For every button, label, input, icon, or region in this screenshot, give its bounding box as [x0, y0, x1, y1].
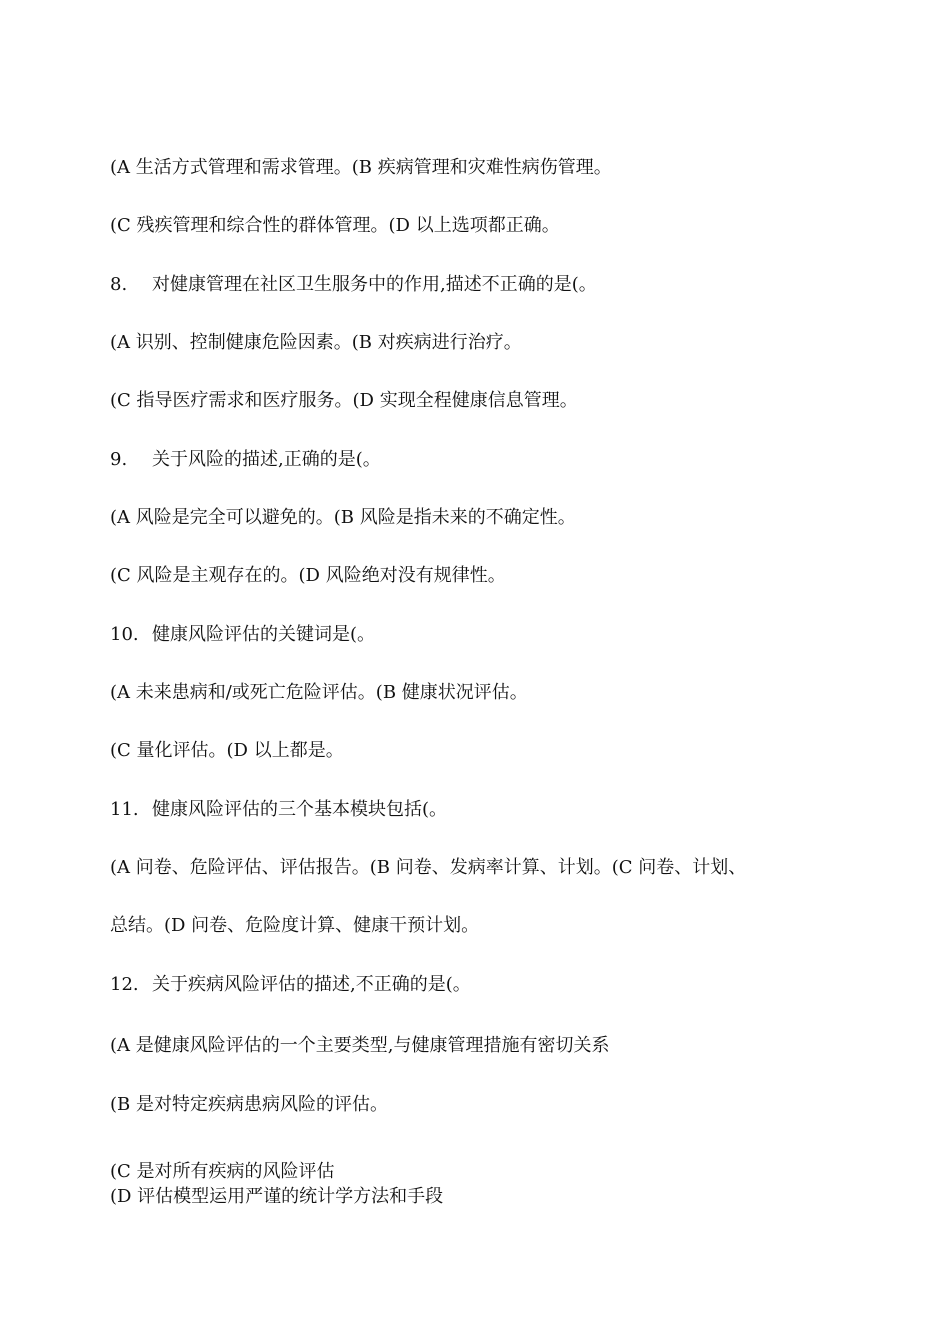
option-line	[110, 389, 578, 413]
question-text: 健康风险评估的关键词是(。	[152, 624, 376, 645]
line-text: (D 评估模型运用严谨的统计学方法和手段	[110, 1186, 444, 1207]
question-line	[110, 448, 381, 472]
question-number: 10.	[110, 624, 139, 645]
option-line	[110, 1185, 443, 1209]
option-line	[110, 331, 522, 355]
question-line	[110, 273, 597, 297]
question-text: 健康风险评估的三个基本模块包括(。	[152, 799, 448, 820]
line-text: (C 指导医疗需求和医疗服务。(D 实现全程健康信息管理。	[110, 390, 578, 411]
option-line	[110, 681, 528, 705]
question-line	[110, 623, 375, 647]
option-line	[110, 856, 746, 880]
question-number: 9.	[110, 449, 128, 470]
line-text: (A 问卷、危险评估、评估报告。(B 问卷、发病率计算、计划。(C 问卷、计划、	[110, 857, 747, 878]
line-text: (C 风险是主观存在的。(D 风险绝对没有规律性。	[110, 565, 506, 586]
line-text: (A 识别、控制健康危险因素。(B 对疾病进行治疗。	[110, 332, 522, 353]
line-text: (C 是对所有疾病的风险评估	[110, 1161, 335, 1182]
option-line	[110, 214, 560, 238]
question-text: 对健康管理在社区卫生服务中的作用,描述不正确的是(。	[152, 274, 597, 295]
option-line	[110, 506, 576, 530]
line-text: (B 是对特定疾病患病风险的评估。	[110, 1094, 388, 1115]
question-text: 关于风险的描述,正确的是(。	[152, 449, 381, 470]
question-text: 关于疾病风险评估的描述,不正确的是(。	[152, 974, 471, 995]
question-line	[110, 798, 447, 822]
line-text: (A 生活方式管理和需求管理。(B 疾病管理和灾难性病伤管理。	[110, 157, 612, 178]
option-line	[110, 1093, 388, 1117]
question-number: 12.	[110, 974, 139, 995]
line-text: (A 是健康风险评估的一个主要类型,与健康管理措施有密切关系	[110, 1035, 610, 1056]
option-line	[110, 1034, 609, 1058]
line-text: (C 残疾管理和综合性的群体管理。(D 以上选项都正确。	[110, 215, 560, 236]
question-line	[110, 973, 471, 997]
line-text: (A 风险是完全可以避免的。(B 风险是指未来的不确定性。	[110, 507, 576, 528]
option-line	[110, 739, 344, 763]
line-text: 总结。(D 问卷、危险度计算、健康干预计划。	[110, 915, 480, 936]
option-line	[110, 1160, 335, 1184]
line-text: (A 未来患病和/或死亡危险评估。(B 健康状况评估。	[110, 682, 528, 703]
question-number: 11.	[110, 799, 139, 820]
option-line	[110, 914, 479, 938]
line-text: (C 量化评估。(D 以上都是。	[110, 740, 344, 761]
question-number: 8.	[110, 274, 128, 295]
option-line	[110, 156, 612, 180]
option-line	[110, 564, 506, 588]
